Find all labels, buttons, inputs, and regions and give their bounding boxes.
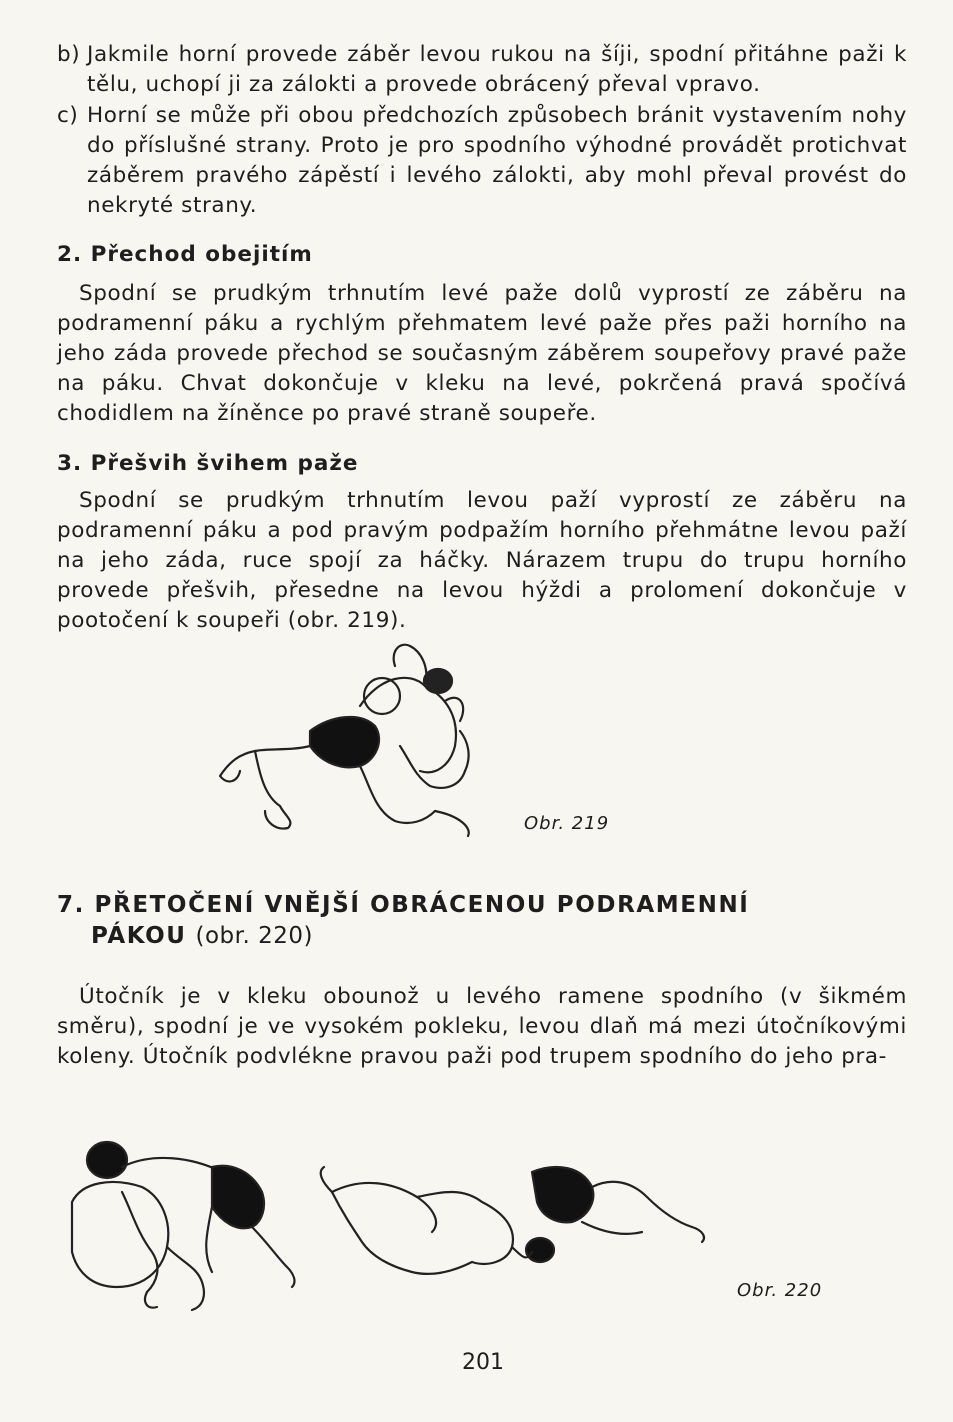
section-heading: 3. Přešvih švihem paže <box>57 451 359 476</box>
section-body: Spodní se prudkým trhnutím levé paže dolů vyprostí ze záběru na podramenní páku a rychlým přehmatem levé paže přes paži horního na jeho záda provede přechod se současným záběrem soupeřovy pravé paže na páku. Chvat dokončuje v kleku na levé, pokrčená pravá spočívá chodidlem na žíněnce po pravé straně soupeře. <box>57 281 907 426</box>
list-text: Horní se může při obou předchozích způsobech bránit vystavením nohy do příslušné strany. Proto je pro spodního výhodné provádět protichvat záběrem pravého zápěstí i levého zálokti, aby mohl převal provést do nekryté strany. <box>87 103 907 218</box>
page-number: 201 <box>462 1350 504 1375</box>
chapter-title-word: PÁKOU <box>91 923 187 949</box>
list-item-b <box>57 40 907 100</box>
wrestlers-illustration-icon <box>62 1112 722 1322</box>
list-label: b) <box>57 42 81 67</box>
chapter-title-line2 <box>57 921 907 952</box>
section-heading: 2. Přechod obejitím <box>57 242 313 267</box>
chapter-title-line1: 7. PŘETOČENÍ VNĚJŠÍ OBRÁCENOU PODRAMENNÍ <box>57 892 750 918</box>
figure-caption: Obr. 220 <box>737 1280 823 1301</box>
figure-caption: Obr. 219 <box>524 813 610 834</box>
list-label: c) <box>57 103 79 128</box>
wrestlers-illustration-icon <box>210 636 500 846</box>
chapter-title <box>57 890 907 952</box>
chapter-title-ref: (obr. 220) <box>195 923 313 949</box>
section-body: Útočník je v kleku obounož u levého ramene spodního (v šikmém směru), spodní je ve vysokém pokleku, levou dlaň má mezi útočníkovými koleny. Útočník podvlékne pravou paži pod trupem spodního do jeho pra- <box>57 984 907 1069</box>
list-text: Jakmile horní provede záběr levou rukou na šíji, spodní přitáhne paži k tělu, uchopí ji za zálokti a provede obrácený převal vpravo. <box>87 42 907 97</box>
list-item-c <box>57 101 907 221</box>
section-body: Spodní se prudkým trhnutím levou paží vyprostí ze záběru na podramenní páku a pod pravým podpažím horního přehmátne levou paží na jeho záda, ruce spojí za háčky. Nárazem trupu do trupu horního provede přešvih, přesedne na levou hýždi a prolomení dokončuje v pootočení k soupeři (obr. 219). <box>57 488 907 633</box>
